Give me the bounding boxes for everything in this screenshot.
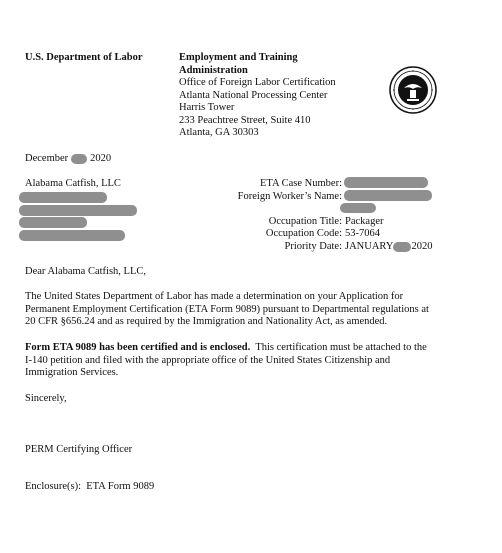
paragraph-2-line: I-140 petition and filed with the appropriate office of the United States Citizenship and: [25, 355, 391, 366]
redacted-address-line: [19, 192, 107, 203]
paragraph-1-line: 20 CFR §656.24 and as required by the Immigration and Nationality Act, as amended.: [25, 316, 388, 327]
office-name: Office of Foreign Labor Certification: [179, 77, 336, 88]
priority-date: JANUARY 2020: [345, 241, 433, 252]
paragraph-1-line: The United States Department of Labor has made a determination on your Application for: [25, 291, 404, 302]
occupation-title-label: Occupation Title:: [268, 216, 342, 227]
occupation-code-label: Occupation Code:: [265, 228, 342, 239]
processing-center: Atlanta National Processing Center: [179, 90, 328, 101]
agency-name-line2: Administration: [179, 65, 248, 76]
paragraph-2-line: Form ETA 9089 has been certified and is enclosed. This certification must be attached to the: [25, 342, 427, 353]
letter-date: December 2020: [25, 153, 112, 164]
certified-notice: Form ETA 9089 has been certified and is enclosed.: [25, 342, 251, 353]
occupation-title: Packager: [345, 216, 384, 227]
paragraph-1-line: Permanent Employment Certification (ETA Form 9089) pursuant to Departmental regulations at: [25, 304, 429, 315]
priority-date-label: Priority Date:: [284, 241, 342, 252]
building-name: Harris Tower: [179, 102, 235, 113]
city-state-zip: Atlanta, GA 30303: [179, 127, 259, 138]
street-address: 233 Peachtree Street, Suite 410: [179, 115, 311, 126]
enclosures: Enclosure(s): ETA Form 9089: [25, 481, 155, 492]
closing: Sincerely,: [25, 393, 67, 404]
redacted-address-line: [19, 217, 87, 228]
redacted-address-line: [19, 205, 137, 216]
redacted-worker-name: [340, 203, 376, 213]
occupation-code: 53-7064: [345, 228, 380, 239]
redacted-day: [71, 154, 87, 164]
redacted-case-number: [344, 177, 428, 188]
signer-title: PERM Certifying Officer: [25, 444, 133, 455]
redacted-worker-name: [344, 190, 432, 201]
paragraph-2-line: Immigration Services.: [25, 367, 119, 378]
worker-name-label: Foreign Worker’s Name:: [237, 191, 342, 202]
department-name: U.S. Department of Labor: [25, 52, 143, 63]
case-number-label: ETA Case Number:: [260, 178, 342, 189]
recipient-name: Alabama Catfish, LLC: [25, 178, 121, 189]
redacted-priority-day: [393, 242, 411, 252]
salutation: Dear Alabama Catfish, LLC,: [25, 266, 147, 277]
redacted-address-line: [19, 230, 125, 241]
agency-name-line1: Employment and Training: [179, 52, 298, 63]
department-seal-icon: [389, 66, 437, 114]
